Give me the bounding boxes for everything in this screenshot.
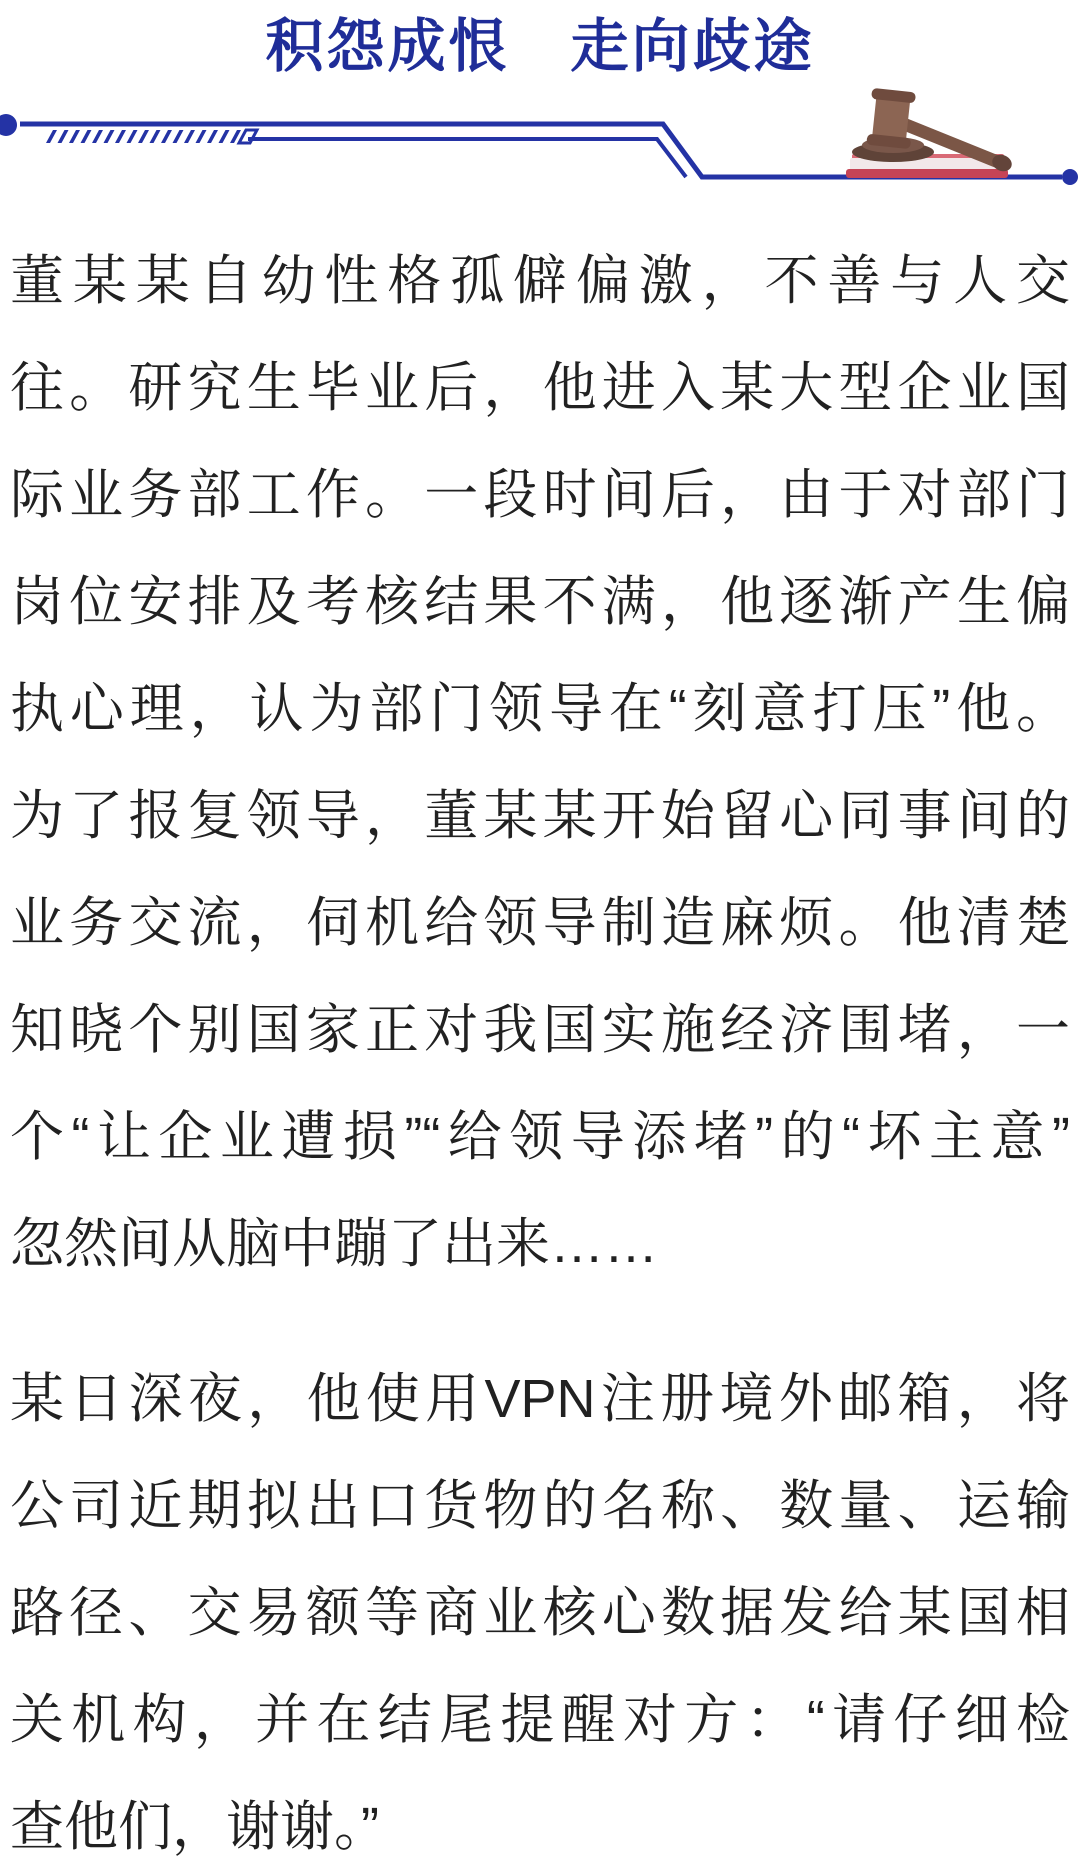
ribbon-divider-icon: [0, 82, 1080, 202]
text-line: 关机构，并在结尾提醒对方：“请仔细检: [10, 1690, 1070, 1750]
text-line: 执心理，认为部门领导在“刻意打压”他。: [10, 679, 1070, 739]
text-line: 为了报复领导，董某某开始留心同事间的: [10, 786, 1070, 846]
article-paragraph: [10, 1346, 1070, 1867]
text-line: 路径、交易额等商业核心数据发给某国相: [10, 1583, 1070, 1643]
text-line: 岗位安排及考核结果不满，他逐渐产生偏: [10, 572, 1070, 632]
text-line: 际业务部工作。一段时间后，由于对部门: [10, 465, 1070, 525]
article-body: [0, 228, 1080, 1867]
text-line: 董某某自幼性格孤僻偏激，不善与人交: [10, 251, 1070, 311]
divider-inner-line: [248, 139, 686, 177]
text-line: 忽然间从脑中蹦了出来……: [10, 1214, 658, 1274]
page-title: 积怨成恨 走向歧途: [265, 14, 815, 79]
text-line: 业务交流，伺机给领导制造麻烦。他清楚: [10, 893, 1070, 953]
section-divider: [0, 82, 1080, 202]
divider-left-dot: [0, 114, 17, 136]
text-line: 往。研究生毕业后，他进入某大型企业国: [10, 358, 1070, 418]
divider-hatch-band: [46, 130, 257, 143]
divider-right-dot: [1062, 169, 1078, 185]
gavel-icon: [846, 88, 1014, 178]
article-paragraph: [10, 228, 1070, 1298]
text-line: 某日深夜，他使用VPN注册境外邮箱，将: [10, 1369, 1070, 1429]
text-line: 个“让企业遭损”“给领导添堵”的“坏主意”: [10, 1107, 1070, 1167]
text-line: 查他们，谢谢。”: [10, 1797, 379, 1857]
text-line: 知晓个别国家正对我国实施经济围堵，一: [10, 1000, 1070, 1060]
gavel-head: [866, 88, 916, 149]
text-line: 公司近期拟出口货物的名称、数量、运输: [10, 1476, 1070, 1536]
